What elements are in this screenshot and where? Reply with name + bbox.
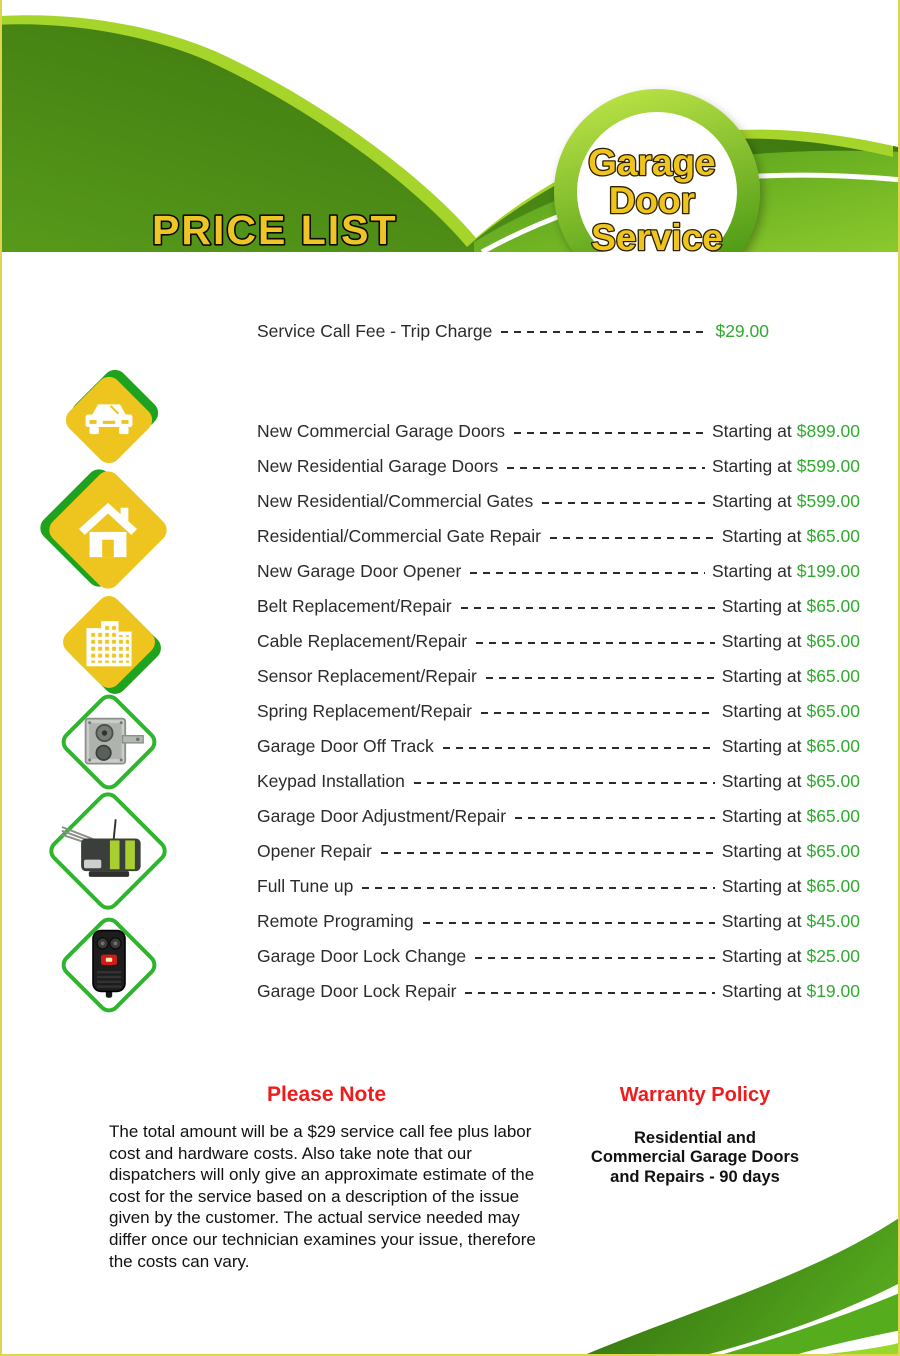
price-value: $65.00 <box>806 701 860 721</box>
price-row <box>257 904 860 939</box>
dash-leader <box>481 712 715 714</box>
price-value: $65.00 <box>806 771 860 791</box>
service-label: Belt Replacement/Repair <box>257 596 452 616</box>
starting-at-label: Starting at <box>721 771 802 791</box>
service-label: New Commercial Garage Doors <box>257 421 505 441</box>
page-title: PRICE LIST <box>152 207 398 252</box>
price-row <box>257 624 860 659</box>
service-label: Residential/Commercial Gate Repair <box>257 526 541 546</box>
price-value: $65.00 <box>806 876 860 896</box>
dash-leader <box>514 432 705 434</box>
price-row <box>257 834 860 869</box>
dash-leader <box>501 331 703 333</box>
price-row <box>257 694 860 729</box>
dash-leader <box>461 607 715 609</box>
service-label: New Residential/Commercial Gates <box>257 491 534 511</box>
service-fee-label: Service Call Fee - Trip Charge <box>257 320 493 341</box>
service-label: Remote Programing <box>257 911 414 931</box>
service-label: Spring Replacement/Repair <box>257 701 472 721</box>
home-icon <box>77 503 139 558</box>
building-icon <box>83 618 135 667</box>
starting-at-label: Starting at <box>721 981 802 1001</box>
header-banner <box>2 0 900 252</box>
dash-leader <box>542 502 705 504</box>
please-note-title: Please Note <box>266 1083 387 1106</box>
service-label: New Garage Door Opener <box>257 561 462 581</box>
garage-opener-photo <box>60 817 156 885</box>
starting-at-label: Starting at <box>721 806 802 826</box>
dash-leader <box>423 922 715 924</box>
service-label: New Residential Garage Doors <box>257 456 499 476</box>
price-value: $899.00 <box>796 421 860 441</box>
dash-leader <box>465 992 714 994</box>
price-row <box>257 974 860 1009</box>
service-label: Keypad Installation <box>257 771 405 791</box>
dash-leader <box>475 957 715 959</box>
starting-at-label: Starting at <box>721 596 802 616</box>
price-value: $65.00 <box>806 631 860 651</box>
service-label: Cable Replacement/Repair <box>257 631 468 651</box>
diamond-home <box>63 485 153 575</box>
warranty-line: Residential and <box>634 1129 756 1147</box>
price-row <box>257 519 860 554</box>
starting-at-label: Starting at <box>711 456 792 476</box>
price-value: $19.00 <box>806 981 860 1001</box>
diamond-remote <box>72 928 146 1002</box>
price-row <box>257 449 860 484</box>
dash-leader <box>414 782 715 784</box>
starting-at-label: Starting at <box>721 841 802 861</box>
garage-lock-photo <box>73 706 145 778</box>
dash-leader <box>550 537 715 539</box>
please-note-body: The total amount will be a $29 service call fee plus labor cost and hardware costs. Also take note that our dispatchers will only give an approximate estimate of the cost for the service based on a description of the issue given by the customer. The actual service needed may differ once our technician examines your issue, therefore the costs can vary. <box>109 1122 536 1271</box>
service-label: Garage Door Lock Repair <box>257 981 457 1001</box>
starting-at-label: Starting at <box>721 666 802 686</box>
starting-at-label: Starting at <box>711 561 792 581</box>
price-row <box>257 799 860 834</box>
footer-wave-art <box>462 1166 900 1356</box>
remote-fob-photo <box>85 929 133 1001</box>
service-fee-row <box>257 317 769 345</box>
starting-at-label: Starting at <box>721 876 802 896</box>
dash-leader <box>515 817 715 819</box>
warranty-line: Commercial Garage Doors <box>590 1148 800 1167</box>
service-label: Full Tune up <box>257 876 354 896</box>
price-list <box>257 414 860 1009</box>
dash-leader <box>381 852 715 854</box>
price-value: $65.00 <box>806 666 860 686</box>
price-row <box>257 939 860 974</box>
dash-leader <box>362 887 714 889</box>
starting-at-label: Starting at <box>721 701 802 721</box>
starting-at-label: Starting at <box>721 911 802 931</box>
starting-at-label: Starting at <box>721 946 802 966</box>
service-fee-price: $29.00 <box>715 320 769 341</box>
service-label: Sensor Replacement/Repair <box>257 666 477 686</box>
price-value: $45.00 <box>806 911 860 931</box>
price-value: $65.00 <box>806 526 860 546</box>
price-row <box>257 554 860 589</box>
price-value: $65.00 <box>806 736 860 756</box>
dash-leader <box>476 642 715 644</box>
dash-leader <box>486 677 715 679</box>
diamond-opener <box>63 806 153 896</box>
diamond-lock <box>72 705 146 779</box>
price-row <box>257 589 860 624</box>
price-value: $65.00 <box>806 841 860 861</box>
price-value: $65.00 <box>806 806 860 826</box>
starting-at-label: Starting at <box>721 526 802 546</box>
price-row <box>257 414 860 449</box>
price-value: $599.00 <box>796 491 860 511</box>
warranty-policy-title: Warranty Policy <box>619 1084 771 1106</box>
starting-at-label: Starting at <box>711 491 792 511</box>
price-row <box>257 729 860 764</box>
price-row <box>257 764 860 799</box>
dash-leader <box>443 747 715 749</box>
service-label: Opener Repair <box>257 841 372 861</box>
diamond-building <box>73 606 145 678</box>
starting-at-label: Starting at <box>721 631 802 651</box>
service-label: Garage Door Adjustment/Repair <box>257 806 507 826</box>
service-label: Garage Door Lock Change <box>257 946 467 966</box>
dash-leader <box>470 572 705 574</box>
car-icon <box>84 403 134 437</box>
price-value: $199.00 <box>796 561 860 581</box>
dash-leader <box>507 467 705 469</box>
badge-title: Garage Door Service <box>588 142 723 252</box>
header-wave-art <box>2 0 900 252</box>
service-label: Garage Door Off Track <box>257 736 434 756</box>
price-value: $25.00 <box>806 946 860 966</box>
price-row <box>257 869 860 904</box>
diamond-car <box>75 386 143 454</box>
warranty-line: and Repairs - 90 days <box>610 1167 780 1186</box>
price-value: $65.00 <box>806 596 860 616</box>
price-row <box>257 484 860 519</box>
starting-at-label: Starting at <box>711 421 792 441</box>
price-value: $599.00 <box>796 456 860 476</box>
starting-at-label: Starting at <box>721 736 802 756</box>
price-row <box>257 659 860 694</box>
